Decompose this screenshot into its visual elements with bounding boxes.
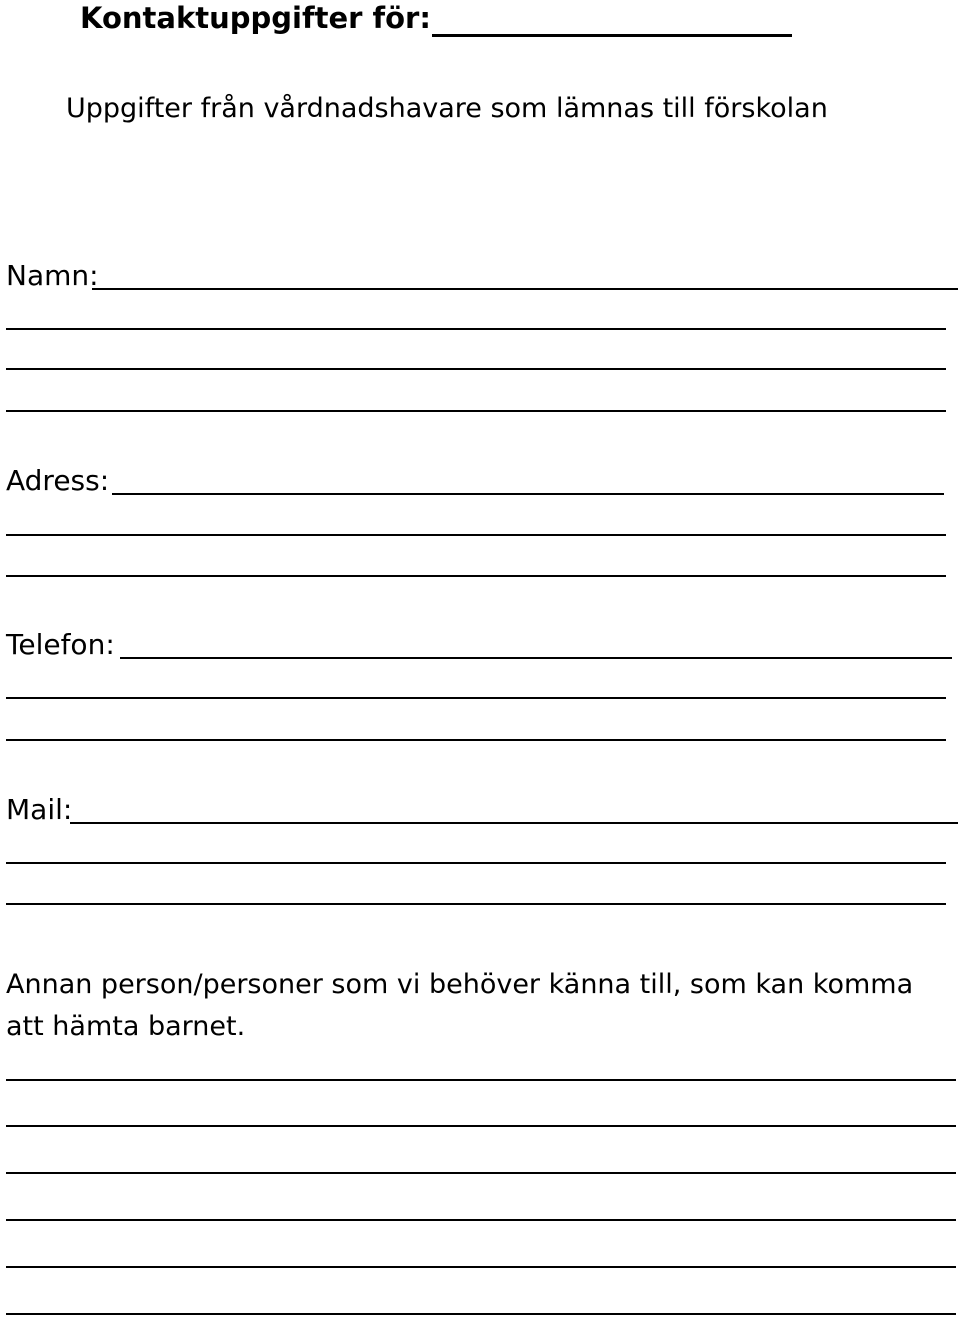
other-persons-line-6[interactable] <box>6 1313 956 1315</box>
other-persons-line-3[interactable] <box>6 1172 956 1174</box>
mail-line-1[interactable] <box>70 822 958 824</box>
phone-line-2[interactable] <box>6 697 946 699</box>
name-line-4[interactable] <box>6 410 946 412</box>
child-name-line[interactable] <box>432 34 792 37</box>
mail-line-3[interactable] <box>6 903 946 905</box>
address-line-1[interactable] <box>112 493 944 495</box>
other-persons-line-2[interactable] <box>6 1125 956 1127</box>
phone-line-1[interactable] <box>120 657 952 659</box>
mail-line-2[interactable] <box>6 862 946 864</box>
name-line-3[interactable] <box>6 368 946 370</box>
other-persons-line-1[interactable] <box>6 1079 956 1081</box>
name-line-1[interactable] <box>92 288 958 290</box>
name-line-2[interactable] <box>6 328 946 330</box>
address-line-3[interactable] <box>6 575 946 577</box>
phone-label: Telefon: <box>6 628 115 661</box>
form-subtitle: Uppgifter från vårdnadshavare som lämnas till förskolan <box>66 93 828 124</box>
form-title: Kontaktuppgifter för: <box>80 1 431 35</box>
other-persons-line-5[interactable] <box>6 1266 956 1268</box>
other-persons-line-4[interactable] <box>6 1219 956 1221</box>
name-label: Namn: <box>6 259 99 292</box>
other-persons-text: Annan person/personer som vi behöver känna till, som kan komma att hämta barnet. <box>6 969 914 1042</box>
phone-line-3[interactable] <box>6 739 946 741</box>
address-label: Adress: <box>6 464 110 497</box>
address-line-2[interactable] <box>6 534 946 536</box>
mail-label: Mail: <box>6 793 73 826</box>
